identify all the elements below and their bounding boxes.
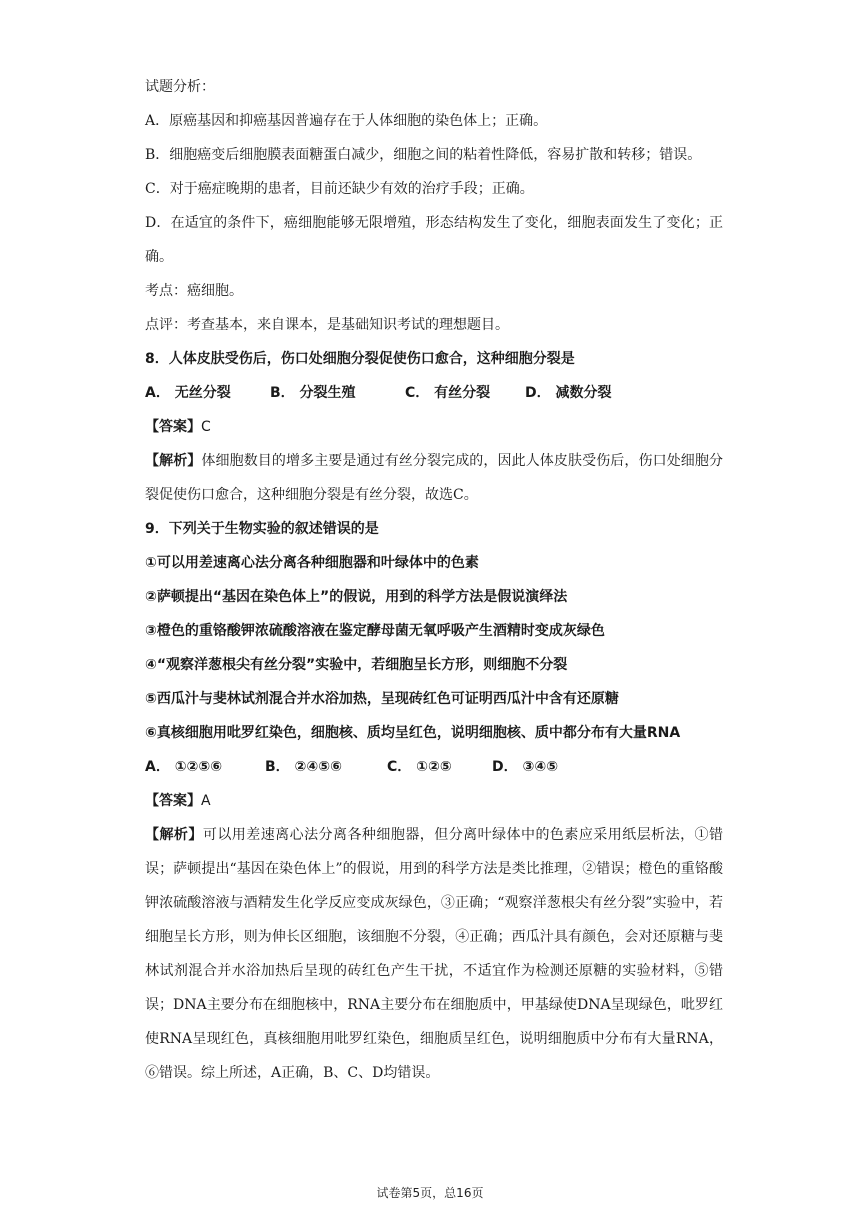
dianping-note: 点评：考查基本，来自课本，是基础知识考试的理想题目。 xyxy=(145,317,509,333)
kaodian-note: 考点：癌细胞。 xyxy=(145,283,243,299)
analysis-option-c: C．对于癌症晚期的患者，目前还缺少有效的治疗手段；正确。 xyxy=(145,181,534,197)
q9-statement-1: ①可以用差速离心法分离各种细胞器和叶绿体中的色素 xyxy=(145,555,479,571)
q9-option-c: C． ①②⑤ xyxy=(387,759,452,775)
q8-option-a: A． 无丝分裂 xyxy=(145,385,231,401)
q9-statement-2: ②萨顿提出“基因在染色体上”的假说，用到的科学方法是假说演绎法 xyxy=(145,589,568,605)
q8-option-c: C． 有丝分裂 xyxy=(405,385,491,401)
page-footer: 试卷第5页，总16页 xyxy=(376,1186,484,1200)
q9-answer-value: A xyxy=(201,793,211,809)
q9-analysis-label: 【解析】 xyxy=(145,827,203,843)
q8-option-b: B． 分裂生殖 xyxy=(270,385,356,401)
q8-option-d: D． 减数分裂 xyxy=(525,385,612,401)
analysis-option-d: D．在适宜的条件下，癌细胞能够无限增殖，形态结构发生了变化，细胞表面发生了变化；正确。 xyxy=(145,215,723,265)
q8-analysis-label: 【解析】 xyxy=(145,453,202,469)
q9-answer xyxy=(145,784,723,818)
analysis-heading: 试题分析： xyxy=(145,79,215,95)
q9-analysis xyxy=(145,818,723,1090)
q8-answer xyxy=(145,410,723,444)
analysis-option-a: A．原癌基因和抑癌基因普遍存在于人体细胞的染色体上；正确。 xyxy=(145,113,548,129)
q9-statement-6: ⑥真核细胞用吡罗红染色，细胞核、质均呈红色，说明细胞核、质中都分布有大量RNA xyxy=(145,725,681,741)
question-9-stem: 9．下列关于生物实验的叙述错误的是 xyxy=(145,521,379,537)
q9-analysis-text: 可以用差速离心法分离各种细胞器，但分离叶绿体中的色素应采用纸层析法，①错误；萨顿提出“基因在染色体上”的假说，用到的科学方法是类比推理，②错误；橙色的重铬酸钾浓硫酸溶液与酒精发生化学反应变成灰绿色，③正确；“观察洋葱根尖有丝分裂”实验中，若细胞呈长方形，则为伸长区细胞，该细胞不分裂，④正确；西瓜汁具有颜色，会对还原糖与斐林试剂混合并水浴加热后呈现的砖红色产生干扰，不适宜作为检测还原糖的实验材料，⑤错误；DNA主要分布在细胞核中，RNA主要分布在细胞质中，甲基绿使DNA呈现绿色，吡罗红使RNA呈现红色，真核细胞用吡罗红染色，细胞质呈红色，说明细胞质中分布有大量RNA，⑥错误。综上所述，A正确，B、C、D均错误。 xyxy=(145,827,724,1081)
q9-statement-3: ③橙色的重铬酸钾浓硫酸溶液在鉴定酵母菌无氧呼吸产生酒精时变成灰绿色 xyxy=(145,623,605,639)
q8-answer-label: 【答案】 xyxy=(145,419,201,435)
q9-statement-4: ④“观察洋葱根尖有丝分裂”实验中，若细胞呈长方形，则细胞不分裂 xyxy=(145,657,568,673)
q9-option-a: A． ①②⑤⑥ xyxy=(145,759,223,775)
q9-option-d: D． ③④⑤ xyxy=(492,759,559,775)
analysis-option-b: B．细胞癌变后细胞膜表面糖蛋白减少，细胞之间的粘着性降低，容易扩散和转移；错误。 xyxy=(145,147,702,163)
page-content xyxy=(145,70,723,1090)
question-9-options xyxy=(145,750,723,784)
q8-analysis xyxy=(145,444,723,512)
q9-answer-label: 【答案】 xyxy=(145,793,201,809)
q8-analysis-text: 体细胞数目的增多主要是通过有丝分裂完成的，因此人体皮肤受伤后，伤口处细胞分裂促使伤口愈合，这种细胞分裂是有丝分裂，故选C。 xyxy=(145,453,724,503)
question-8-stem: 8．人体皮肤受伤后，伤口处细胞分裂促使伤口愈合，这种细胞分裂是 xyxy=(145,351,575,367)
q9-option-b: B． ②④⑤⑥ xyxy=(265,759,342,775)
q8-answer-value: C xyxy=(201,419,211,435)
q9-statement-5: ⑤西瓜汁与斐林试剂混合并水浴加热，呈现砖红色可证明西瓜汁中含有还原糖 xyxy=(145,691,619,707)
question-8-options xyxy=(145,376,723,410)
